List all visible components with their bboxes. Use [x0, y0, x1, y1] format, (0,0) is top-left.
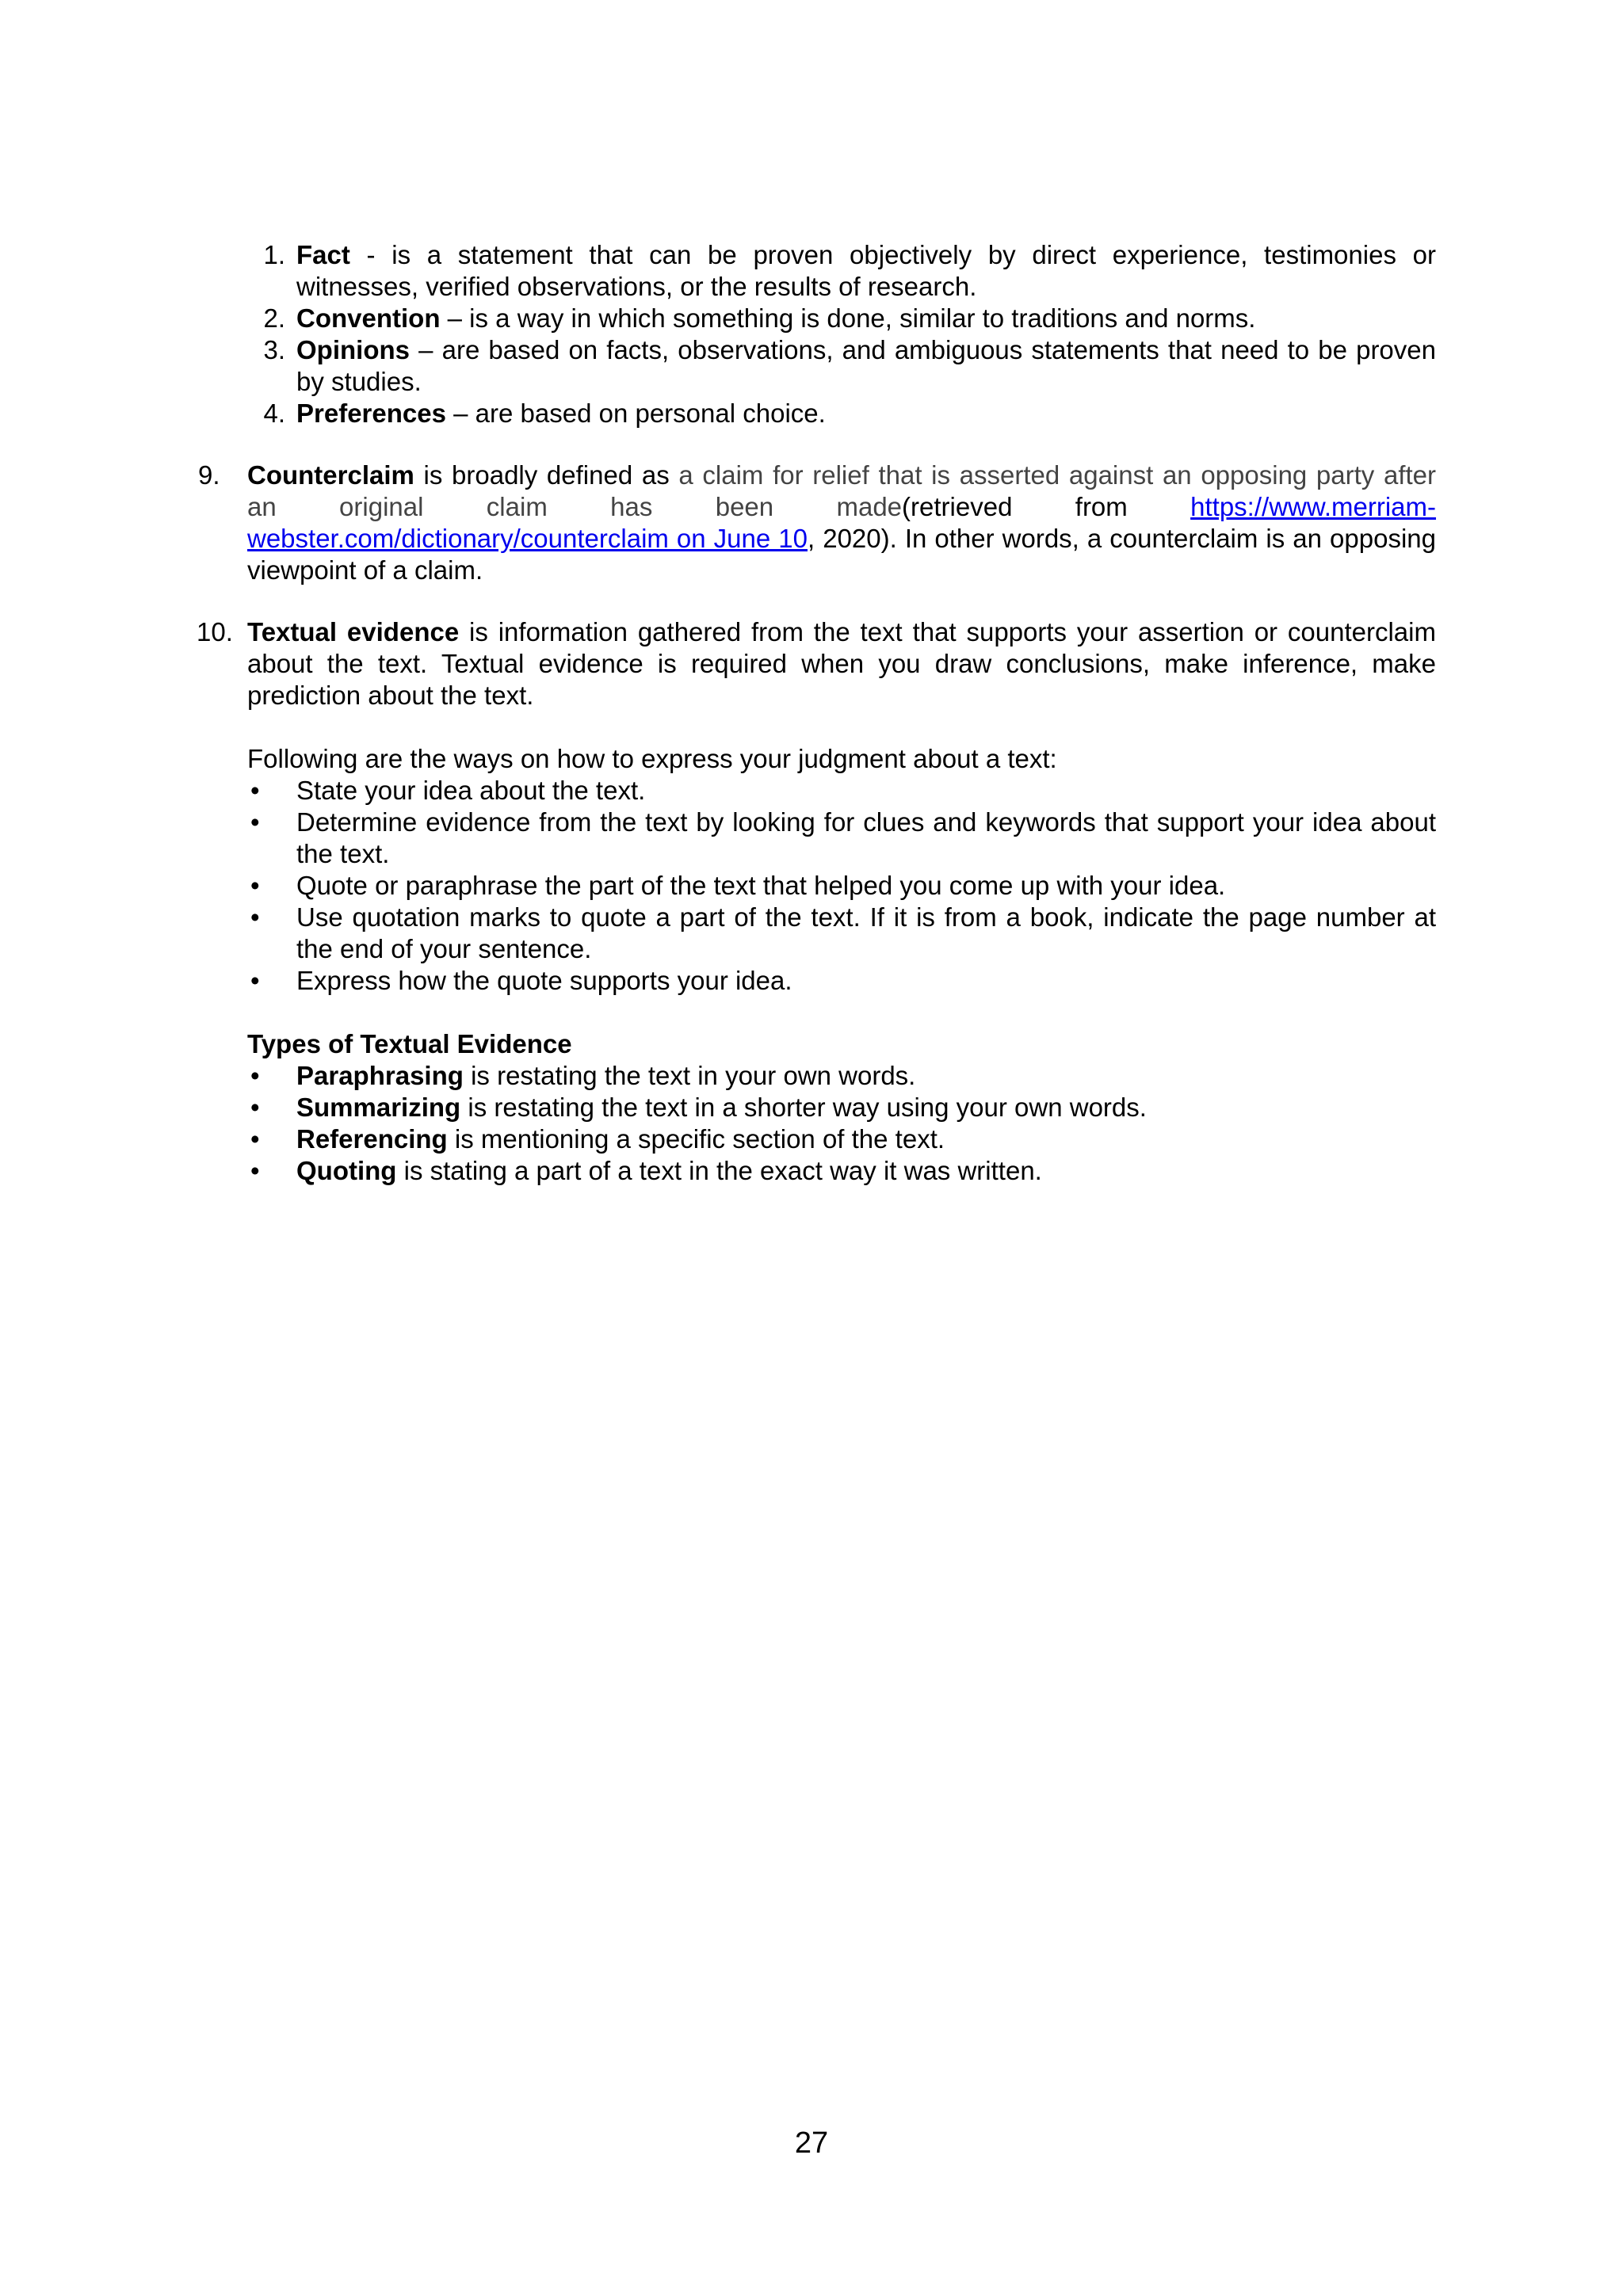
list-item: [250, 1123, 1436, 1155]
bullet-icon: •: [250, 1124, 260, 1154]
list-item: [250, 902, 1436, 965]
list-item: [263, 398, 1436, 429]
list-item: [250, 775, 1436, 807]
list-item: [263, 303, 1436, 334]
list-number: 2.: [263, 303, 285, 333]
types-list: [198, 1060, 1436, 1187]
definition: is stating a part of a text in the exact way it was written.: [396, 1156, 1042, 1185]
bullet-icon: •: [250, 1156, 260, 1185]
page-content: [198, 239, 1436, 1187]
list-item: [250, 807, 1436, 870]
definition: – are based on personal choice.: [445, 399, 826, 428]
list-number: 3.: [263, 335, 285, 364]
definition: – are based on facts, observations, and ambiguous statements that need to be proven by studies.: [296, 335, 1436, 396]
definition: is restating the text in your own words.: [463, 1061, 916, 1090]
item-counterclaim: [198, 460, 1436, 586]
bullet-icon: •: [250, 1093, 260, 1122]
bullet-icon: •: [250, 776, 260, 805]
list-number: 10.: [197, 617, 233, 646]
list-item: [250, 965, 1436, 997]
term: Convention: [296, 303, 441, 333]
list-text: Use quotation marks to quote a part of the text. If it is from a book, indicate the page number at the end of your sentence.: [296, 902, 1436, 963]
list-item: [263, 334, 1436, 398]
definition-text: , 2020). In other words, a counterclaim is an opposing viewpoint of a claim.: [247, 524, 1436, 585]
definition: is mentioning a specific section of the text.: [447, 1124, 945, 1154]
claim-types-list: [198, 239, 1436, 429]
term: Fact: [296, 240, 350, 269]
bullet-icon: •: [250, 871, 260, 900]
list-number: 1.: [263, 240, 285, 269]
definition: – is a way in which something is done, similar to traditions and norms.: [440, 303, 1256, 333]
ways-list: [198, 775, 1436, 997]
definition: - is a statement that can be proven objectively by direct experience, testimonies or witnesses, verified observations, or the results of research.: [296, 240, 1436, 301]
reference-link[interactable]: https://www.merriam-webster.com/dictionary/counterclaim on June 10: [247, 492, 1437, 553]
list-text: Quote or paraphrase the part of the text that helped you come up with your idea.: [296, 871, 1226, 900]
bullet-icon: •: [250, 807, 260, 837]
page-number: 27: [794, 2126, 829, 2160]
item-textual-evidence: [198, 616, 1436, 711]
list-text: State your idea about the text.: [296, 776, 646, 805]
term: Referencing: [296, 1124, 448, 1154]
term: Summarizing: [296, 1093, 461, 1122]
list-item: [250, 1060, 1436, 1092]
list-item: [263, 239, 1436, 303]
ways-intro: Following are the ways on how to express your judgment about a text:: [247, 744, 1057, 773]
term: Preferences: [296, 399, 446, 428]
section-heading: Types of Textual Evidence: [247, 1029, 572, 1058]
quoted-definition: a claim for relief that is asserted against an opposing party after an original claim has been made: [247, 460, 1436, 521]
bullet-icon: •: [250, 902, 260, 932]
bullet-icon: •: [250, 966, 260, 995]
term: Paraphrasing: [296, 1061, 464, 1090]
list-text: Express how the quote supports your idea.: [296, 966, 792, 995]
definition-text: is information gathered from the text that supports your assertion or counterclaim about the text. Textual evidence is required when you draw conclusions, make inference, make prediction about the text.: [247, 617, 1436, 710]
bullet-icon: •: [250, 1061, 260, 1090]
list-item: [250, 870, 1436, 902]
definition-text: is broadly defined as: [414, 460, 679, 490]
citation-text: (retrieved from: [902, 492, 1191, 521]
list-number: 9.: [198, 460, 220, 490]
list-item: [250, 1155, 1436, 1187]
term: Quoting: [296, 1156, 397, 1185]
list-text: Determine evidence from the text by looking for clues and keywords that support your idea about the text.: [296, 807, 1436, 868]
list-item: [250, 1092, 1436, 1123]
definition: is restating the text in a shorter way using your own words.: [460, 1093, 1147, 1122]
list-number: 4.: [263, 399, 285, 428]
term: Textual evidence: [247, 617, 460, 646]
term: Counterclaim: [247, 460, 414, 490]
term: Opinions: [296, 335, 410, 364]
